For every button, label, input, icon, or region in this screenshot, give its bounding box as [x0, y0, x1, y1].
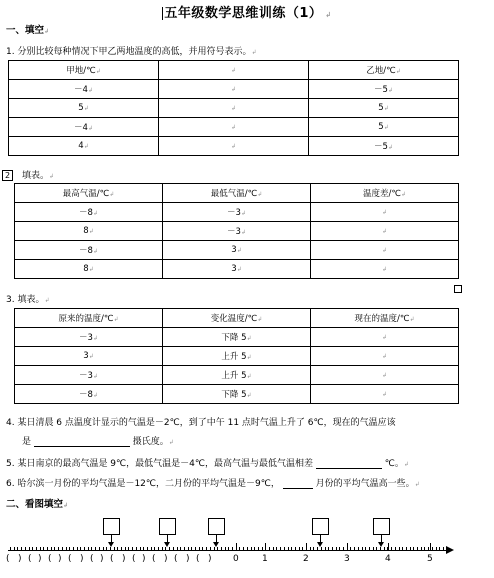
minor-tick — [239, 547, 240, 550]
table-header-cell: 原来的温度/℃↲ — [15, 309, 163, 328]
table-row — [9, 118, 459, 137]
minor-tick — [58, 547, 59, 550]
answer-cell[interactable]: ↲ — [311, 347, 459, 366]
table-header-cell: 甲地/℃↲ — [9, 61, 159, 80]
minor-tick — [25, 547, 26, 550]
table-cell: －8↲ — [15, 241, 163, 260]
minor-tick — [391, 547, 392, 550]
table-row — [15, 203, 459, 222]
table-cell: －4↲ — [9, 118, 159, 137]
section-heading-fill-blank: 一、填空↲ — [6, 25, 50, 36]
minor-tick — [180, 547, 181, 550]
table-cell: 3↲ — [163, 241, 311, 260]
minor-tick — [247, 547, 248, 550]
minor-tick — [288, 547, 289, 550]
table-cell: 4↲ — [9, 137, 159, 156]
temperature-change-table — [14, 308, 459, 404]
table-cell: 下降 5↲ — [163, 385, 311, 404]
minor-tick — [417, 547, 418, 550]
tick-label: 0 — [233, 554, 239, 564]
table-cell: －4↲ — [9, 80, 159, 99]
table-cell: 上升 5↲ — [163, 366, 311, 385]
minor-tick — [373, 547, 374, 550]
answer-parenthesis[interactable]: ( — [196, 554, 200, 564]
table-header-cell: 乙地/℃↲ — [309, 61, 459, 80]
answer-cell[interactable]: ↲ — [311, 222, 459, 241]
minor-tick — [154, 547, 155, 550]
major-tick — [430, 543, 431, 550]
answer-cell[interactable]: ↲ — [311, 328, 459, 347]
minor-tick — [273, 547, 274, 550]
minor-tick — [269, 547, 270, 550]
tick-label: 1 — [262, 554, 268, 564]
arrow-down-icon — [108, 542, 114, 547]
minor-tick — [443, 547, 444, 550]
table-row — [9, 99, 459, 118]
question-1: 1. 分别比较每种情况下甲乙两地温度的高低，并用符号表示。↲ — [6, 47, 257, 57]
minor-tick — [291, 547, 292, 550]
table-cell: －3↲ — [163, 203, 311, 222]
minor-tick — [62, 547, 63, 550]
minor-tick — [95, 547, 96, 550]
answer-parenthesis-close: ) — [100, 554, 104, 564]
table-header-cell: ↲ — [159, 61, 309, 80]
table-anchor-marker — [454, 285, 462, 293]
answer-parenthesis-close: ) — [122, 554, 126, 564]
table-cell: 8↲ — [15, 222, 163, 241]
minor-tick — [258, 547, 259, 550]
minor-tick — [406, 547, 407, 550]
answer-parenthesis[interactable]: ( — [28, 554, 32, 564]
question-4-continued: 是 摄氏度。↲ — [22, 437, 174, 447]
table-cell: 3↲ — [163, 260, 311, 279]
table-cell: －5↲ — [309, 80, 459, 99]
minor-tick — [225, 547, 226, 550]
minor-tick — [132, 547, 133, 550]
minor-tick — [325, 547, 326, 550]
major-tick — [306, 543, 307, 550]
answer-parenthesis-close: ) — [164, 554, 168, 564]
minor-tick — [336, 547, 337, 550]
minor-tick — [439, 547, 440, 550]
arrow-down-icon — [378, 542, 384, 547]
minor-tick — [317, 547, 318, 550]
minor-tick — [36, 547, 37, 550]
minor-tick — [162, 547, 163, 550]
minor-tick — [125, 547, 126, 550]
minor-tick — [436, 547, 437, 550]
answer-cell[interactable]: ↲ — [159, 99, 309, 118]
table-header-cell: 温度差/℃↲ — [311, 184, 459, 203]
minor-tick — [10, 547, 11, 550]
minor-tick — [362, 547, 363, 550]
table-cell: －3↲ — [163, 222, 311, 241]
minor-tick — [276, 547, 277, 550]
minor-tick — [413, 547, 414, 550]
minor-tick — [66, 547, 67, 550]
question-2: 2 填表。↲ — [2, 168, 54, 181]
minor-tick — [173, 547, 174, 550]
minor-tick — [54, 547, 55, 550]
minor-tick — [339, 547, 340, 550]
minor-tick — [91, 547, 92, 550]
minor-tick — [84, 547, 85, 550]
minor-tick — [343, 547, 344, 550]
table-cell: －8↲ — [15, 385, 163, 404]
minor-tick — [299, 547, 300, 550]
minor-tick — [14, 547, 15, 550]
answer-box[interactable] — [373, 518, 390, 535]
table-cell: 下降 5↲ — [163, 328, 311, 347]
minor-tick — [202, 547, 203, 550]
table-row — [9, 80, 459, 99]
minor-tick — [280, 547, 281, 550]
table-cell: －5↲ — [309, 137, 459, 156]
answer-parenthesis-close: ) — [38, 554, 42, 564]
minor-tick — [128, 547, 129, 550]
minor-tick — [47, 547, 48, 550]
table-header-cell: 现在的温度/℃↲ — [311, 309, 459, 328]
minor-tick — [410, 547, 411, 550]
minor-tick — [206, 547, 207, 550]
minor-tick — [73, 547, 74, 550]
minor-tick — [350, 547, 351, 550]
minor-tick — [424, 547, 425, 550]
answer-parenthesis-close: ) — [186, 554, 190, 564]
answer-parenthesis[interactable]: ( — [152, 554, 156, 564]
table-row — [9, 137, 459, 156]
minor-tick — [302, 547, 303, 550]
minor-tick — [428, 547, 429, 550]
question-3: 3. 填表。↲ — [6, 295, 50, 305]
minor-tick — [310, 547, 311, 550]
arrow-down-icon — [213, 542, 219, 547]
minor-tick — [321, 547, 322, 550]
tick-label: 3 — [344, 554, 350, 564]
table-cell: －3↲ — [15, 328, 163, 347]
answer-cell[interactable]: ↲ — [159, 80, 309, 99]
minor-tick — [106, 547, 107, 550]
minor-tick — [40, 547, 41, 550]
minor-tick — [214, 547, 215, 550]
table-row — [15, 366, 459, 385]
minor-tick — [88, 547, 89, 550]
minor-tick — [110, 547, 111, 550]
answer-blank[interactable] — [316, 468, 382, 469]
minor-tick — [32, 547, 33, 550]
answer-cell[interactable]: ↲ — [311, 203, 459, 222]
minor-tick — [121, 547, 122, 550]
minor-tick — [217, 547, 218, 550]
table-header-row — [15, 184, 459, 203]
minor-tick — [43, 547, 44, 550]
tick-label: 5 — [427, 554, 433, 564]
axis-arrow-icon — [446, 546, 454, 554]
tick-label: 2 — [303, 554, 309, 564]
arrow-down-icon — [164, 542, 170, 547]
minor-tick — [332, 547, 333, 550]
number-line-axis — [8, 550, 448, 551]
answer-box[interactable] — [312, 518, 329, 535]
minor-tick — [184, 547, 185, 550]
table-header-row — [15, 309, 459, 328]
minor-tick — [354, 547, 355, 550]
minor-tick — [369, 547, 370, 550]
answer-parenthesis[interactable]: ( — [110, 554, 114, 564]
minor-tick — [80, 547, 81, 550]
answer-cell[interactable]: ↲ — [311, 241, 459, 260]
minor-tick — [421, 547, 422, 550]
minor-tick — [169, 547, 170, 550]
minor-tick — [358, 547, 359, 550]
question-5: 5. 某日南京的最高气温是 9℃，最低气温是－4℃，最高气温与最低气温相差 ℃。↲ — [6, 459, 409, 469]
table-row — [15, 241, 459, 260]
temperature-difference-table — [14, 183, 459, 279]
table-row — [15, 347, 459, 366]
answer-cell[interactable]: ↲ — [311, 366, 459, 385]
table-header-cell: 变化温度/℃↲ — [163, 309, 311, 328]
minor-tick — [165, 547, 166, 550]
question-number-box: 2 — [2, 170, 13, 181]
minor-tick — [395, 547, 396, 550]
answer-box[interactable] — [103, 518, 120, 535]
minor-tick — [432, 547, 433, 550]
minor-tick — [117, 547, 118, 550]
minor-tick — [21, 547, 22, 550]
minor-tick — [188, 547, 189, 550]
minor-tick — [210, 547, 211, 550]
question-4: 4. 某日清晨 6 点温度计显示的气温是－2℃，到了中午 11 点时气温上升了 6℃，现在的气温应该 — [6, 418, 396, 428]
minor-tick — [17, 547, 18, 550]
minor-tick — [221, 547, 222, 550]
table-cell: 3↲ — [15, 347, 163, 366]
minor-tick — [399, 547, 400, 550]
minor-tick — [140, 547, 141, 550]
major-tick — [347, 543, 348, 550]
minor-tick — [228, 547, 229, 550]
answer-parenthesis[interactable]: ( — [90, 554, 94, 564]
minor-tick — [295, 547, 296, 550]
answer-parenthesis-close: ) — [208, 554, 212, 564]
minor-tick — [158, 547, 159, 550]
answer-cell[interactable]: ↲ — [159, 118, 309, 137]
minor-tick — [380, 547, 381, 550]
table-header-row — [9, 61, 459, 80]
minor-tick — [313, 547, 314, 550]
minor-tick — [51, 547, 52, 550]
table-row — [15, 328, 459, 347]
answer-blank[interactable] — [34, 446, 130, 447]
minor-tick — [402, 547, 403, 550]
table-row — [15, 222, 459, 241]
minor-tick — [29, 547, 30, 550]
minor-tick — [99, 547, 100, 550]
answer-parenthesis[interactable]: ( — [68, 554, 72, 564]
major-tick — [388, 543, 389, 550]
answer-cell[interactable]: ↲ — [159, 137, 309, 156]
table-cell: 上升 5↲ — [163, 347, 311, 366]
minor-tick — [191, 547, 192, 550]
comparison-table — [8, 60, 459, 156]
tick-label: 4 — [385, 554, 391, 564]
table-row — [15, 260, 459, 279]
answer-cell[interactable]: ↲ — [311, 260, 459, 279]
table-header-cell: 最低气温/℃↲ — [163, 184, 311, 203]
table-row — [15, 385, 459, 404]
answer-box[interactable] — [208, 518, 225, 535]
answer-parenthesis-close: ) — [80, 554, 84, 564]
minor-tick — [69, 547, 70, 550]
table-cell: －8↲ — [15, 203, 163, 222]
major-tick — [236, 543, 237, 550]
answer-parenthesis[interactable]: ( — [48, 554, 52, 564]
answer-parenthesis[interactable]: ( — [174, 554, 178, 564]
minor-tick — [251, 547, 252, 550]
answer-parenthesis[interactable]: ( — [6, 554, 10, 564]
table-cell: 5↲ — [309, 118, 459, 137]
minor-tick — [147, 547, 148, 550]
minor-tick — [232, 547, 233, 550]
answer-parenthesis-close: ) — [18, 554, 22, 564]
answer-box[interactable] — [159, 518, 176, 535]
table-cell: －3↲ — [15, 366, 163, 385]
answer-cell[interactable]: ↲ — [311, 385, 459, 404]
section-heading-read-diagram: 二、看图填空↲ — [6, 499, 69, 510]
minor-tick — [284, 547, 285, 550]
minor-tick — [103, 547, 104, 550]
minor-tick — [177, 547, 178, 550]
minor-tick — [243, 547, 244, 550]
table-cell: 5↲ — [309, 99, 459, 118]
major-tick — [265, 543, 266, 550]
minor-tick — [376, 547, 377, 550]
number-line-figure — [0, 512, 494, 578]
minor-tick — [195, 547, 196, 550]
answer-parenthesis-close: ) — [142, 554, 146, 564]
table-cell: 5↲ — [9, 99, 159, 118]
minor-tick — [136, 547, 137, 550]
table-header-cell: 最高气温/℃↲ — [15, 184, 163, 203]
answer-blank[interactable] — [283, 488, 313, 489]
question-6: 6. 哈尔滨一月份的平均气温是－12℃，二月份的平均气温是－9℃， 月份的平均气温高一些。↲ — [6, 479, 420, 489]
answer-parenthesis[interactable]: ( — [132, 554, 136, 564]
minor-tick — [143, 547, 144, 550]
minor-tick — [365, 547, 366, 550]
minor-tick — [77, 547, 78, 550]
minor-tick — [384, 547, 385, 550]
arrow-down-icon — [317, 542, 323, 547]
minor-tick — [199, 547, 200, 550]
table-cell: 8↲ — [15, 260, 163, 279]
minor-tick — [151, 547, 152, 550]
minor-tick — [328, 547, 329, 550]
minor-tick — [114, 547, 115, 550]
page-title: 五年级数学思维训练（1） ↲ — [164, 6, 332, 21]
answer-parenthesis-close: ) — [58, 554, 62, 564]
minor-tick — [262, 547, 263, 550]
minor-tick — [254, 547, 255, 550]
